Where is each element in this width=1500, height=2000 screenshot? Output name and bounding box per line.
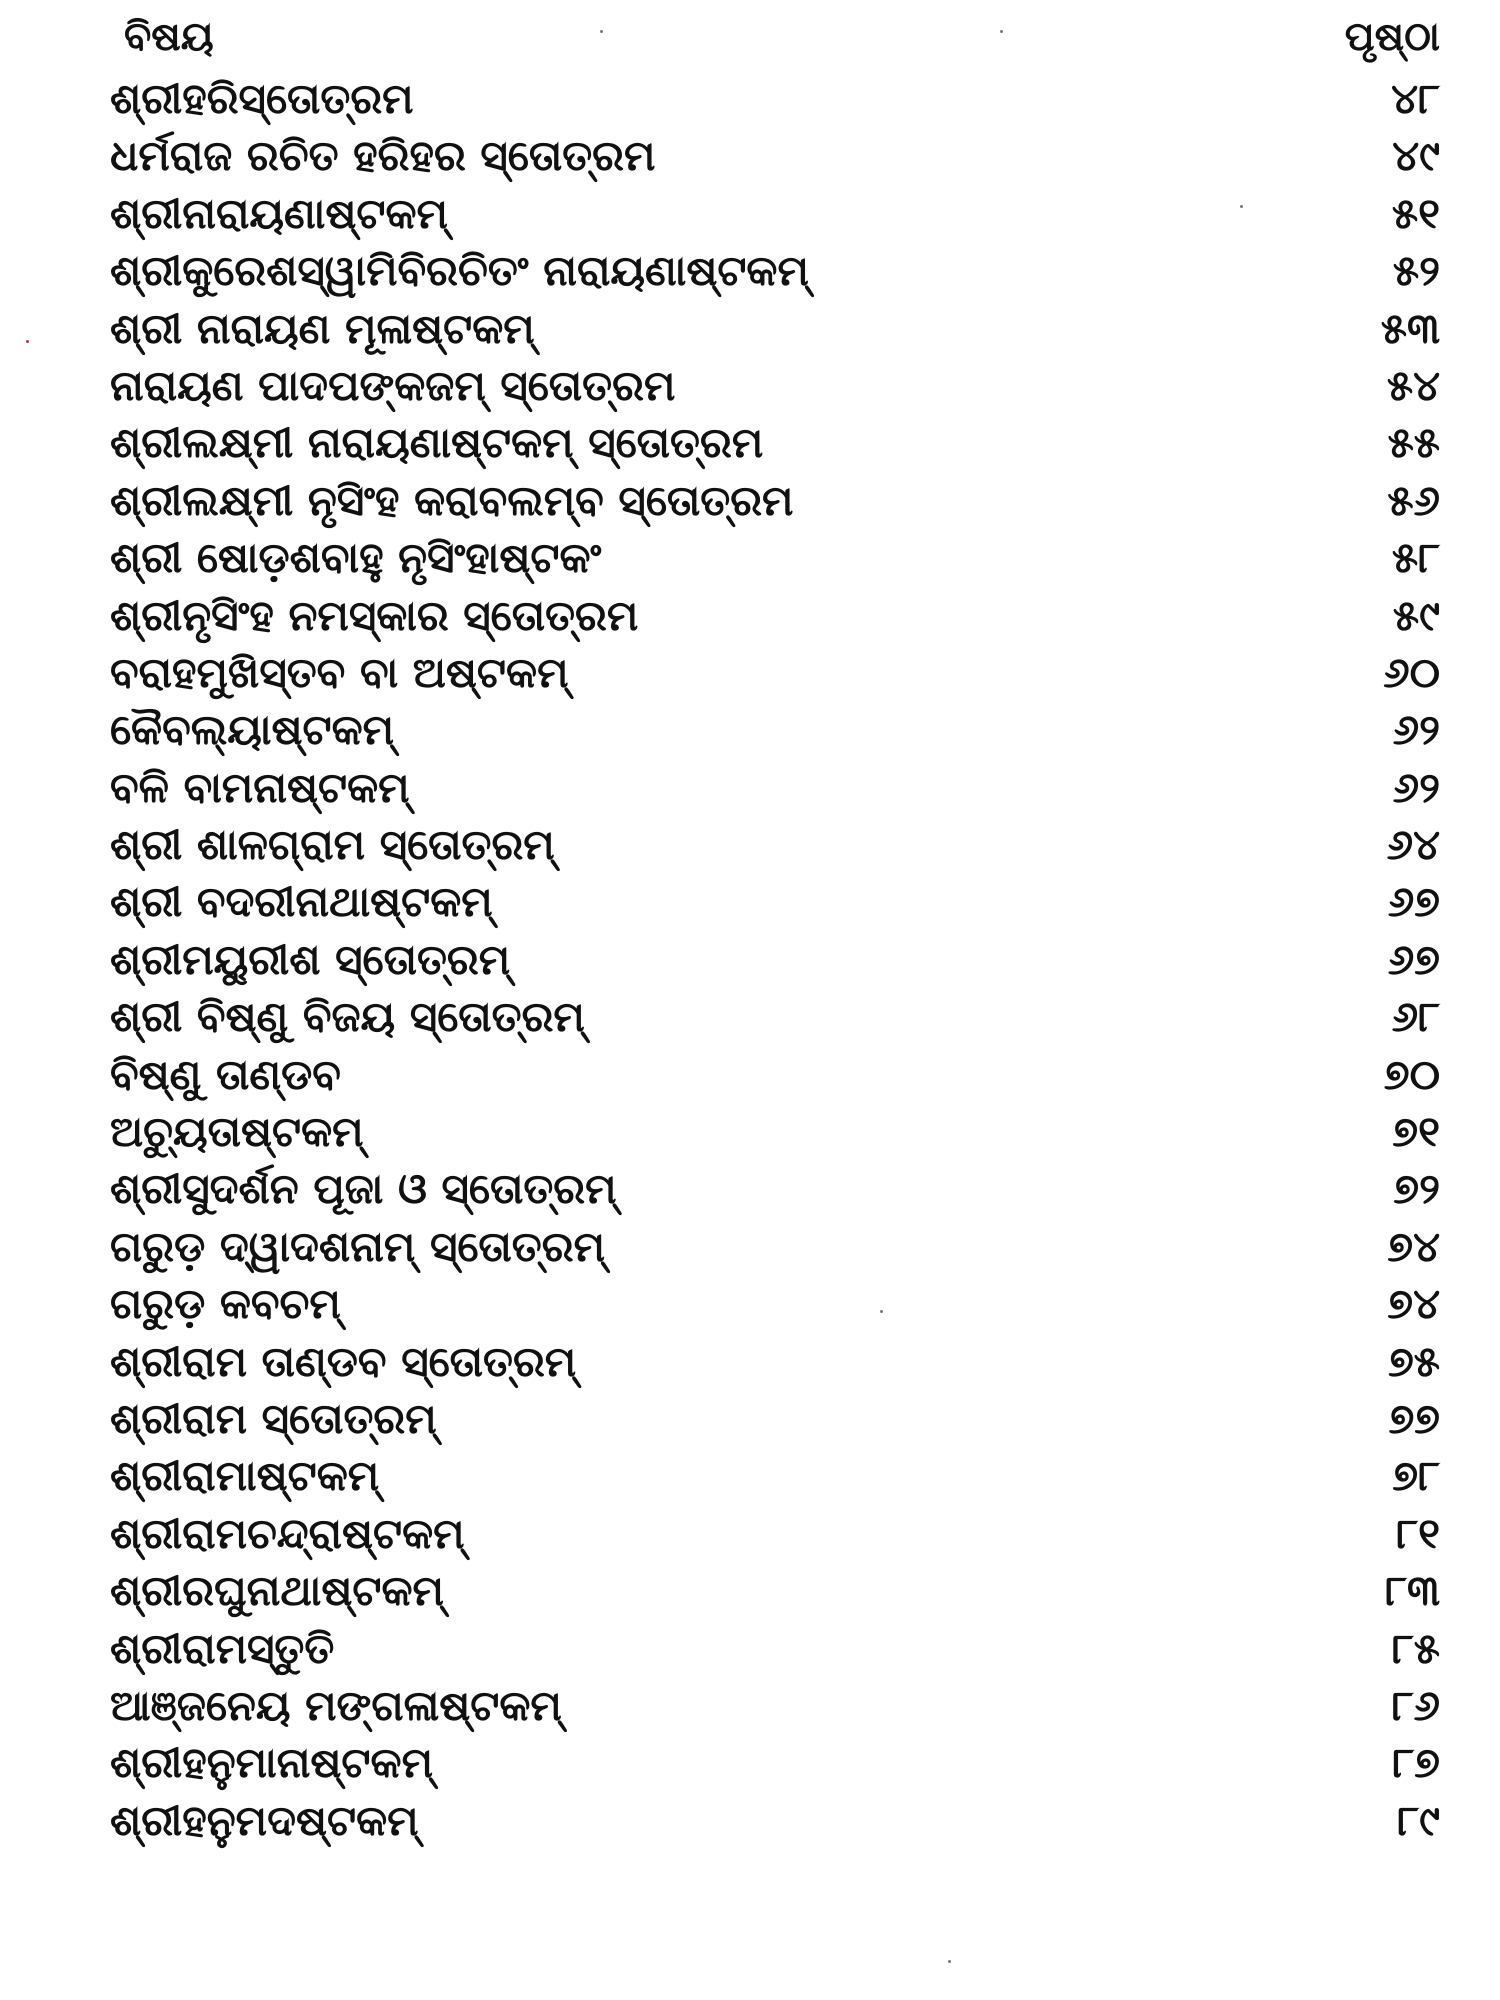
entry-title: ଗରୁଡ଼ ଦ୍ୱାଦଶନାମ୍ ସ୍ତୋତ୍ରମ୍ <box>110 1221 605 1271</box>
entry-title: ଶ୍ରୀରାମସ୍ତୁତି <box>110 1623 335 1673</box>
contents-entry <box>110 759 1440 816</box>
contents-header <box>110 8 1440 66</box>
entry-page-number: ୭୪ <box>1387 1221 1440 1271</box>
entry-page-number: ୫୫ <box>1387 418 1440 468</box>
contents-entry <box>110 1160 1440 1217</box>
contents-list <box>110 70 1440 1849</box>
subject-column-heading: ବିଷୟ <box>124 14 214 60</box>
entry-title: ବିଷ୍ଣୁ ତାଣ୍ଡବ <box>110 1049 341 1099</box>
entry-page-number: ୮୧ <box>1396 1508 1440 1558</box>
entry-title: ଶ୍ରୀନୃସିଂହ ନମସ୍କାର ସ୍ତୋତ୍ରମ <box>110 590 639 640</box>
entry-page-number: ୮୩ <box>1385 1566 1440 1616</box>
entry-page-number: ୮୭ <box>1392 1738 1440 1788</box>
scan-speck <box>880 1310 883 1313</box>
entry-page-number: ୬୨ <box>1392 705 1440 755</box>
entry-page-number: ୭୫ <box>1388 1336 1440 1386</box>
contents-entry <box>110 127 1440 184</box>
entry-title: ଶ୍ରୀରଘୁନାଥାଷ୍ଟକମ୍ <box>110 1566 444 1616</box>
entry-page-number: ୭୦ <box>1383 1049 1440 1099</box>
contents-entry <box>110 242 1440 299</box>
entry-title: ଶ୍ରୀହନୁମଦଷ୍ଟକମ୍ <box>110 1795 419 1845</box>
entry-page-number: ୭୮ <box>1392 1451 1440 1501</box>
contents-entry <box>110 1734 1440 1791</box>
entry-page-number: ୪୮ <box>1391 74 1440 123</box>
contents-entry <box>110 1562 1440 1619</box>
entry-page-number: ୭୨ <box>1393 1164 1440 1214</box>
entry-page-number: ୬୭ <box>1387 934 1440 984</box>
contents-entry <box>110 1620 1440 1677</box>
contents-entry <box>110 185 1440 242</box>
page-column-heading: ପୃଷ୍ଠା <box>1344 14 1440 60</box>
entry-title: ଶ୍ରୀରାମ ସ୍ତୋତ୍ରମ୍ <box>110 1393 437 1443</box>
entry-title: ଶ୍ରୀମୟୁରୀଶ ସ୍ତୋତ୍ରମ୍ <box>110 934 511 984</box>
entry-title: ଶ୍ରୀରାମଚନ୍ଦ୍ରାଷ୍ଟକମ୍ <box>110 1508 465 1558</box>
contents-entry <box>110 587 1440 644</box>
entry-title: ଶ୍ରୀନାରାୟଣାଷ୍ଟକମ୍ <box>110 188 448 238</box>
entry-page-number: ୫୩ <box>1380 303 1440 353</box>
contents-entry <box>110 472 1440 529</box>
contents-entry <box>110 529 1440 586</box>
scan-speck <box>948 1960 951 1963</box>
entry-page-number: ୫୪ <box>1386 360 1440 410</box>
entry-title: ଧର୍ମରାଜ ରଚିତ ହରିହର ସ୍ତୋତ୍ରମ <box>110 131 656 181</box>
entry-title: ଗରୁଡ଼ କବଚମ୍ <box>110 1279 341 1329</box>
entry-title: କୈବଲ୍ୟାଷ୍ଟକମ୍ <box>110 705 395 755</box>
contents-entry <box>110 1046 1440 1103</box>
entry-page-number: ୮୯ <box>1397 1795 1440 1845</box>
entry-title: ଶ୍ରୀହନୁମାନାଷ୍ଟକମ୍ <box>110 1738 433 1788</box>
contents-entry <box>110 873 1440 930</box>
entry-title: ଶ୍ରୀହରିସ୍ତୋତ୍ରମ <box>110 74 414 123</box>
entry-page-number: ୬୦ <box>1383 647 1440 697</box>
contents-entry <box>110 414 1440 471</box>
scan-speck <box>1000 30 1003 33</box>
entry-page-number: ୪୯ <box>1392 131 1440 181</box>
entry-title: ଆଞ୍ଜନେୟ ମଙ୍ଗଳାଷ୍ଟକମ୍ <box>110 1680 562 1730</box>
contents-entry <box>110 816 1440 873</box>
entry-title: ଶ୍ରୀ ବଦରୀନାଥାଷ୍ଟକମ୍ <box>110 877 493 927</box>
entry-page-number: ୮୬ <box>1391 1680 1440 1730</box>
entry-title: ଶ୍ରୀକୁରେଶସ୍ୱାମିବିରଚିତଂ ନାରାୟଣାଷ୍ଟକମ୍ <box>110 246 809 296</box>
entry-title: ଶ୍ରୀରାମାଷ୍ଟକମ୍ <box>110 1451 380 1501</box>
contents-entry <box>110 1218 1440 1275</box>
entry-page-number: ୬୭ <box>1387 877 1440 927</box>
entry-page-number: ୬୮ <box>1391 992 1440 1042</box>
entry-title: ଶ୍ରୀ ଷୋଡ଼ଶବାହୁ ନୃସିଂହାଷ୍ଟକଂ <box>110 533 602 583</box>
contents-entry <box>110 1447 1440 1504</box>
entry-title: ଶ୍ରୀଲକ୍ଷ୍ମୀ ନୃସିଂହ କରାବଲମ୍ବ ସ୍ତୋତ୍ରମ <box>110 475 794 525</box>
entry-page-number: ୬୨ <box>1392 762 1440 812</box>
entry-title: ଶ୍ରୀ ଶାଳଗ୍ରାମ ସ୍ତୋତ୍ରମ୍ <box>110 820 555 870</box>
entry-page-number: ୭୧ <box>1392 1107 1440 1157</box>
contents-entry <box>110 1677 1440 1734</box>
contents-entry <box>110 300 1440 357</box>
contents-entry <box>110 1505 1440 1562</box>
entry-page-number: ୭୭ <box>1388 1393 1440 1443</box>
entry-page-number: ୫୨ <box>1392 246 1440 296</box>
contents-entry <box>110 1390 1440 1447</box>
scan-speck <box>600 30 603 33</box>
contents-entry <box>110 1275 1440 1332</box>
entry-page-number: ୬୪ <box>1386 820 1440 870</box>
entry-title: ଶ୍ରୀଲକ୍ଷ୍ମୀ ନାରାୟଣାଷ୍ଟକମ୍ ସ୍ତୋତ୍ରମ <box>110 418 764 468</box>
scan-speck <box>1240 205 1243 208</box>
entry-title: ଶ୍ରୀସୁଦର୍ଶନ ପୂଜା ଓ ସ୍ତୋତ୍ରମ୍ <box>110 1164 617 1214</box>
contents-entry <box>110 644 1440 701</box>
contents-entry <box>110 1103 1440 1160</box>
entry-page-number: ୫୮ <box>1391 533 1440 583</box>
contents-entry <box>110 1792 1440 1849</box>
contents-entry <box>110 931 1440 988</box>
entry-title: ବରାହମୁଖିସ୍ତବ ବା ଅଷ୍ଟକମ୍ <box>110 647 569 697</box>
contents-entry <box>110 357 1440 414</box>
entry-page-number: ୫୬ <box>1387 475 1440 525</box>
entry-title: ଶ୍ରୀ ନାରାୟଣ ମୂଳାଷ୍ଟକମ୍ <box>110 303 535 353</box>
contents-entry <box>110 1333 1440 1390</box>
entry-title: ଅଚ୍ୟୁତାଷ୍ଟକମ୍ <box>110 1107 364 1157</box>
entry-page-number: ୫୯ <box>1392 590 1440 640</box>
entry-title: ବଳି ବାମନାଷ୍ଟକମ୍ <box>110 762 410 812</box>
entry-page-number: ୭୪ <box>1387 1279 1440 1329</box>
contents-entry <box>110 70 1440 127</box>
contents-entry <box>110 701 1440 758</box>
entry-page-number: ୫୧ <box>1391 188 1440 238</box>
contents-entry <box>110 988 1440 1045</box>
entry-title: ନାରାୟଣ ପାଦପଙ୍କଜମ୍ ସ୍ତୋତ୍ରମ <box>110 360 676 410</box>
entry-title: ଶ୍ରୀରାମ ତାଣ୍ଡବ ସ୍ତୋତ୍ରମ୍ <box>110 1336 577 1386</box>
entry-page-number: ୮୫ <box>1391 1623 1440 1673</box>
scan-speck <box>26 340 29 343</box>
entry-title: ଶ୍ରୀ ବିଷ୍ଣୁ ବିଜୟ ସ୍ତୋତ୍ରମ୍ <box>110 992 585 1042</box>
